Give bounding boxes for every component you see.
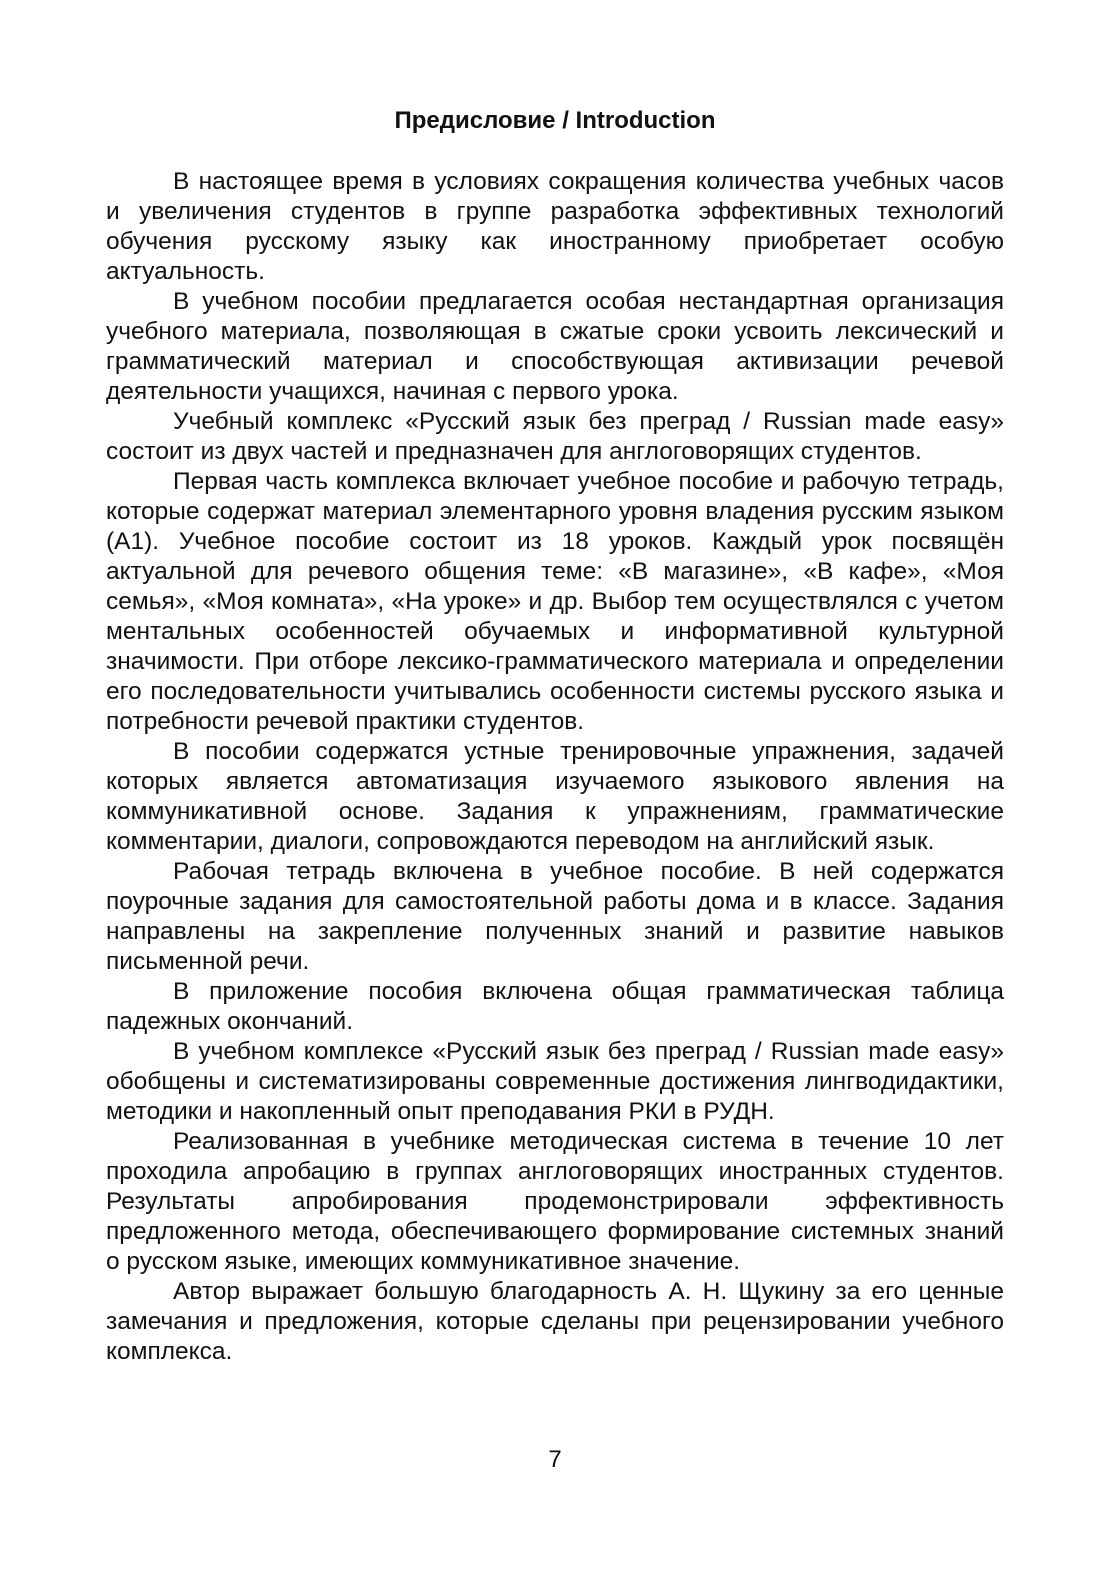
paragraph-4: Первая часть комплекса включает учебное пособие и рабочую тетрадь, которые содержат материал элементарного уровня владения русским языком (А1). Учебное пособие состоит из 18 уроков. Каждый урок посвящён актуальной для речевого общения теме: «В магазине», «В кафе», «Моя семья», «Моя комната», «На уроке» и др. Выбор тем осуществлялся с учетом ментальных особенностей обучаемых и информативной культурной значимости. При отборе лексико-грамматического материала и определении его последовательности учитывались особенности системы русского языка и потребности речевой практики студентов. [106,468,1004,735]
paragraph-5: В пособии содержатся устные тренировочные упражнения, задачей которых является автоматизация изучаемого языкового явления на коммуникативной основе. Задания к упражнениям, грамматические комментарии, диалоги, сопровождаются переводом на английский язык. [106,738,1004,855]
page-number: 7 [548,1446,562,1473]
paragraph-8: В учебном комплексе «Русский язык без преград / Russian made easy» обобщены и систематизированы современные достижения лингводидактики, методики и накопленный опыт преподавания РКИ в РУДН. [106,1038,1004,1125]
paragraph-9: Реализованная в учебнике методическая система в течение 10 лет проходила апробацию в группах англоговорящих иностранных студентов. Результаты апробирования продемонстрировали эффективность предложенного метода, обеспечивающего формирование системных знаний о русском языке, имеющих коммуникативное значение. [106,1128,1004,1275]
paragraph-7: В приложение пособия включена общая грамматическая таблица падежных окончаний. [106,978,1004,1035]
paragraph-6: Рабочая тетрадь включена в учебное пособие. В ней содержатся поурочные задания для самостоятельной работы дома и в классе. Задания направлены на закрепление полученных знаний и развитие навыков письменной речи. [106,858,1004,975]
paragraph-2: В учебном пособии предлагается особая нестандартная организация учебного материала, позволяющая в сжатые сроки усвоить лексический и грамматический материал и способствующая активизации речевой деятельности учащихся, начиная с первого урока. [106,288,1004,405]
paragraph-10: Автор выражает большую благодарность А. Н. Щукину за его ценные замечания и предложения, которые сделаны при рецензировании учебного комплекса. [106,1278,1004,1365]
page-title: Предисловие / Introduction [394,107,716,134]
paragraph-1: В настоящее время в условиях сокращения количества учебных часов и увеличения студентов в группе разработка эффективных технологий обучения русскому языку как иностранному приобретает особую актуальность. [106,168,1004,285]
paragraph-3: Учебный комплекс «Русский язык без преград / Russian made easy» состоит из двух частей и предназначен для англоговорящих студентов. [106,408,1004,465]
body-text [106,167,1004,1367]
